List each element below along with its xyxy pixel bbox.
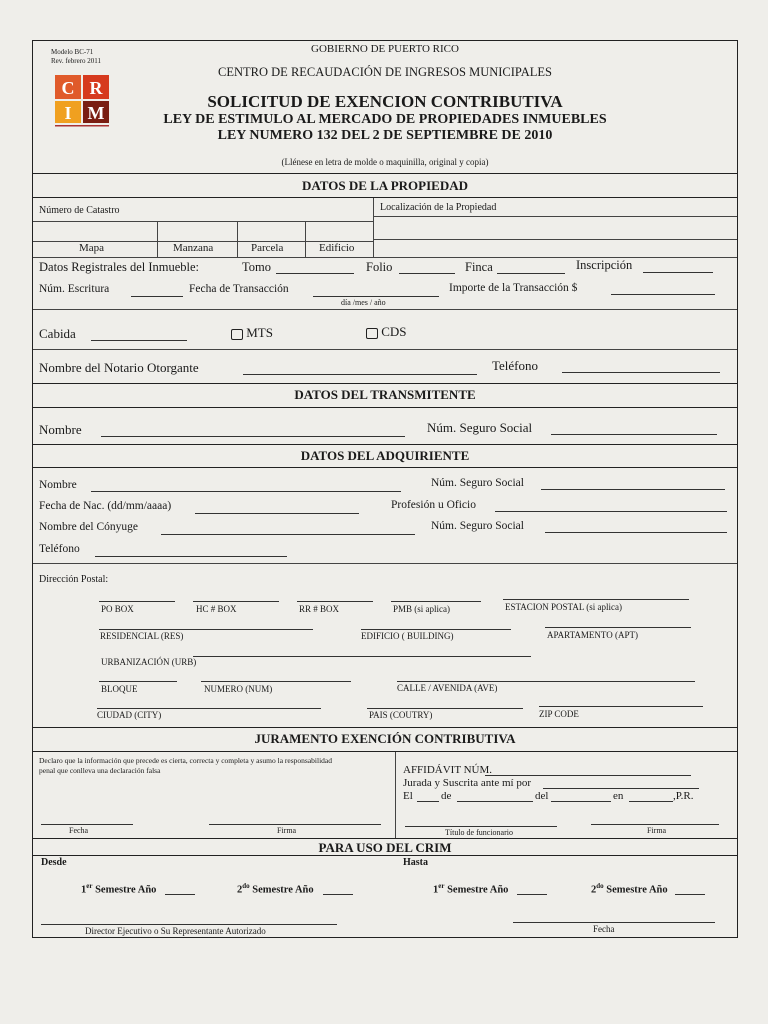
mts-option[interactable]: [231, 326, 273, 340]
oath-place-label: en: [613, 790, 624, 802]
exemption-form: [32, 40, 738, 938]
spouse-ssn-field[interactable]: [545, 532, 727, 533]
acquirer-name-label: Nombre: [39, 479, 77, 491]
official-title-field[interactable]: [405, 826, 557, 827]
official-signature-field[interactable]: [591, 824, 719, 825]
crim-date-label: Fecha: [593, 924, 615, 934]
director-signature-label: Director Ejecutivo o Su Representante Autorizado: [85, 926, 266, 936]
city-label: CIUDAD (CITY): [97, 710, 162, 720]
oath-declaration-line-1: Declaro que la información que precede es cierta, correcta y completa y asumo la responsabilidad: [39, 756, 332, 765]
oath-month-field[interactable]: [457, 801, 533, 802]
form-subtitle-2: LEY NUMERO 132 DEL 2 DE SEPTIEMBRE DE 2010: [217, 128, 553, 143]
residential-label: RESIDENCIAL (RES): [100, 631, 184, 641]
registry-data-label: Datos Registrales del Inmueble:: [39, 260, 200, 274]
to-first-semester-label: 1er Semestre Año: [433, 882, 509, 896]
oath-month-label: de: [441, 790, 452, 802]
official-title-label: Título de funcionario: [445, 828, 513, 837]
from-second-semester-year-field[interactable]: [323, 894, 353, 895]
oath-place-field[interactable]: [629, 801, 673, 802]
finca-label: Finca: [465, 260, 493, 274]
mts-label: MTS: [246, 325, 273, 340]
form-title: SOLICITUD DE EXENCION CONTRIBUTIVA: [207, 92, 563, 111]
section-property-heading: DATOS DE LA PROPIEDAD: [301, 178, 469, 193]
acquirer-ssn-label: Núm. Seguro Social: [431, 477, 524, 489]
transaction-amount-field[interactable]: [611, 294, 715, 295]
inscription-field[interactable]: [643, 272, 713, 273]
map-label: Mapa: [79, 242, 105, 254]
tome-field[interactable]: [276, 273, 354, 274]
notary-name-field[interactable]: [243, 374, 477, 375]
area-label: Cabida: [39, 326, 76, 341]
date-format-hint: día /mes / año: [341, 298, 386, 307]
block-label: Manzana: [173, 242, 214, 254]
cds-checkbox[interactable]: [366, 328, 378, 339]
building-label: Edificio: [319, 242, 355, 254]
country-label: PAIS (COUTRY): [369, 710, 433, 720]
puerto-rico-abbrev: ,P.R.: [673, 790, 694, 802]
affidavit-number-field[interactable]: [485, 775, 691, 776]
country-field[interactable]: [367, 708, 523, 709]
from-label: Desde: [41, 857, 67, 868]
postal-address-label: Dirección Postal:: [39, 574, 109, 585]
deed-number-label: Núm. Escritura: [39, 283, 110, 295]
building-field[interactable]: [361, 629, 511, 630]
hc-box-field[interactable]: [193, 601, 279, 602]
postal-station-field[interactable]: [503, 599, 689, 600]
po-box-field[interactable]: [99, 601, 175, 602]
form-model: Modelo BC-71: [51, 48, 94, 56]
to-first-semester-year-field[interactable]: [517, 894, 547, 895]
zip-code-label: ZIP CODE: [539, 709, 579, 719]
oath-year-label: del: [535, 790, 549, 802]
cadastre-number-label: Número de Catastro: [39, 205, 120, 216]
occupation-field[interactable]: [495, 511, 727, 512]
apartment-field[interactable]: [545, 627, 691, 628]
building-address-label: EDIFICIO ( BUILDING): [361, 631, 454, 641]
section-oath-heading: JURAMENTO EXENCIÓN CONTRIBUTIVA: [254, 731, 516, 746]
sworn-before-label: Jurada y Suscrita ante mí por: [403, 777, 531, 789]
deed-number-field[interactable]: [131, 296, 183, 297]
cds-label: CDS: [381, 324, 407, 339]
birthdate-field[interactable]: [195, 513, 359, 514]
form-revision: Rev. febrero 2011: [51, 57, 102, 65]
folio-field[interactable]: [399, 273, 455, 274]
urbanization-label: URBANIZACIÓN (URB): [101, 657, 197, 667]
tome-label: Tomo: [242, 260, 271, 274]
section-acquirer-heading: DATOS DEL ADQUIRIENTE: [300, 448, 470, 463]
svg-text:C: C: [61, 78, 75, 98]
spouse-name-field[interactable]: [161, 534, 415, 535]
svg-text:M: M: [87, 103, 105, 123]
folio-label: Folio: [366, 260, 393, 274]
rr-box-label: RR # BOX: [299, 604, 340, 614]
transferor-name-field[interactable]: [101, 436, 405, 437]
transferor-ssn-field[interactable]: [551, 434, 717, 435]
to-second-semester-year-field[interactable]: [675, 894, 705, 895]
postal-station-label: ESTACION POSTAL (si aplica): [505, 602, 622, 612]
acquirer-phone-field[interactable]: [95, 556, 287, 557]
from-second-semester-label: $2^{do}$ Semestre Año: [237, 882, 314, 896]
urbanization-field[interactable]: [193, 656, 531, 657]
inscription-label: Inscripción: [576, 258, 633, 272]
parcel-label: Parcela: [251, 242, 284, 254]
oath-year-field[interactable]: [551, 801, 611, 802]
to-label: Hasta: [403, 857, 428, 868]
spouse-ssn-label: Núm. Seguro Social: [431, 520, 524, 532]
acquirer-phone-label: Teléfono: [39, 543, 80, 555]
property-location-label: Localización de la Propiedad: [380, 202, 497, 213]
transferor-ssn-label: Núm. Seguro Social: [427, 420, 533, 435]
oath-day-field[interactable]: [417, 801, 439, 802]
spouse-name-label: Nombre del Cónyuge: [39, 521, 139, 533]
transaction-date-label: Fecha de Transacción: [189, 283, 289, 295]
affidavit-number-label: AFFIDÁVIT NÚM.: [403, 764, 493, 776]
section-transferor-heading: DATOS DEL TRANSMITENTE: [294, 387, 476, 402]
number-field[interactable]: [201, 681, 351, 682]
fill-instructions: (Llénese en letra de molde o maquinilla, original y copia): [281, 157, 489, 167]
from-first-semester-label: 1er Semestre Año: [81, 882, 157, 896]
city-field[interactable]: [97, 708, 321, 709]
cds-option[interactable]: [366, 325, 407, 339]
po-box-label: PO BOX: [101, 604, 134, 614]
government-name: GOBIERNO DE PUERTO RICO: [311, 43, 459, 55]
section-crim-use-heading: PARA USO DEL CRIM: [318, 840, 452, 855]
notary-phone-field[interactable]: [562, 372, 720, 373]
mts-checkbox[interactable]: [231, 329, 243, 340]
oath-declaration-line-2: penal que conlleva una declaración falsa: [39, 766, 161, 775]
from-first-semester-year-field[interactable]: [165, 894, 195, 895]
bloque-field[interactable]: [99, 681, 177, 682]
svg-text:I: I: [64, 103, 72, 123]
declarant-date-label: Fecha: [69, 826, 89, 835]
svg-text:R: R: [89, 78, 103, 98]
transferor-name-label: Nombre: [39, 422, 82, 437]
acquirer-name-field[interactable]: [91, 491, 401, 492]
transaction-amount-label: Importe de la Transacción $: [449, 282, 578, 294]
declarant-signature-label: Firma: [277, 826, 297, 835]
apartment-label: APARTAMENTO (APT): [547, 630, 638, 640]
bloque-label: BLOQUE: [101, 684, 138, 694]
crim-date-field[interactable]: [513, 922, 715, 923]
rr-box-field[interactable]: [297, 601, 373, 602]
notary-phone-label: Teléfono: [492, 358, 539, 373]
acquirer-ssn-field[interactable]: [541, 489, 725, 490]
occupation-label: Profesión u Oficio: [391, 499, 476, 511]
zip-code-field[interactable]: [539, 706, 703, 707]
sworn-before-field[interactable]: [543, 788, 699, 789]
official-signature-label: Firma: [647, 826, 667, 835]
number-label: NUMERO (NUM): [204, 684, 273, 694]
hc-box-label: HC # BOX: [196, 604, 237, 614]
pmb-label: PMB (si aplica): [393, 604, 450, 614]
pmb-field[interactable]: [391, 601, 481, 602]
form-subtitle-1: LEY DE ESTIMULO AL MERCADO DE PROPIEDADES INMUEBLES: [163, 112, 607, 127]
oath-day-label: El: [403, 790, 413, 802]
street-field[interactable]: [397, 681, 695, 682]
to-second-semester-label: $2^{do}$ Semestre Año: [591, 882, 668, 896]
area-field[interactable]: [91, 340, 187, 341]
finca-field[interactable]: [497, 273, 565, 274]
birthdate-label: Fecha de Nac. (dd/mm/aaaa): [39, 500, 172, 512]
notary-name-label: Nombre del Notario Otorgante: [39, 360, 199, 375]
declarant-date-field[interactable]: [41, 824, 133, 825]
director-signature-field[interactable]: [41, 924, 337, 925]
agency-name: CENTRO DE RECAUDACIÓN DE INGRESOS MUNICIPALES: [218, 65, 552, 79]
residential-field[interactable]: [99, 629, 313, 630]
declarant-signature-field[interactable]: [209, 824, 381, 825]
transaction-date-field[interactable]: [313, 296, 439, 297]
street-label: CALLE / AVENIDA (AVE): [397, 683, 498, 693]
